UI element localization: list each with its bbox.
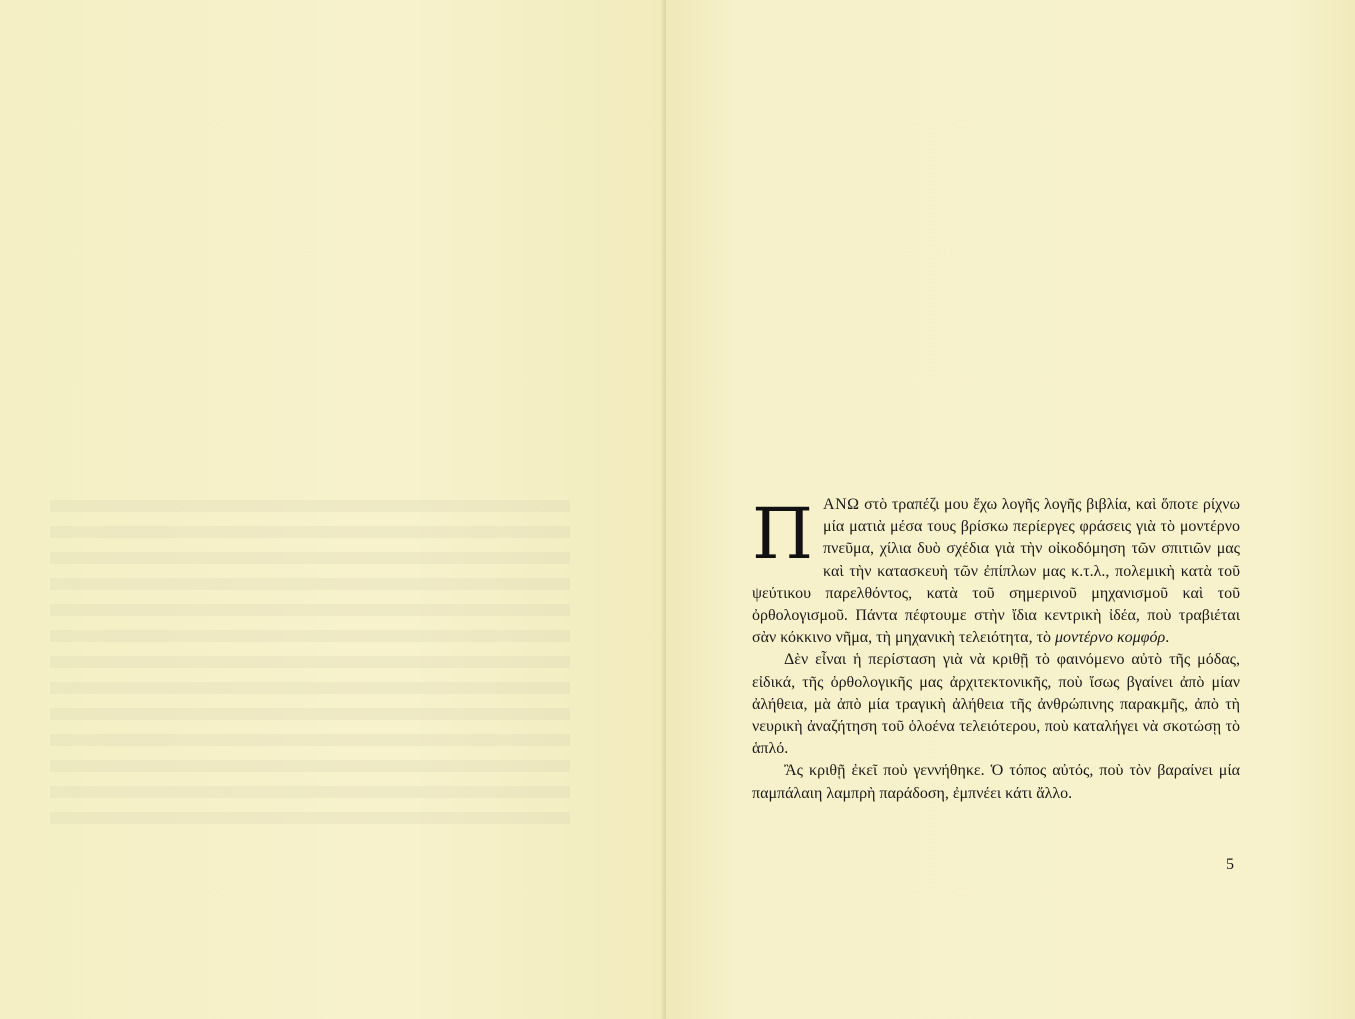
paragraph-1-end: . <box>1165 629 1170 647</box>
paragraph-1-text: στὸ τραπέζι μου ἔχω λογῆς λογῆς βιβλία, καὶ ὅποτε ρίχνω μία ματιὰ μέσα τους βρίσκω περίεργες φράσεις γιὰ τὸ μοντέρνο πνεῦμα, χίλια δυὸ σχέδια γιὰ τὴν οἰκοδόμηση τῶν σπιτιῶν μας καὶ τὴν κατασκευὴ τῶν ἐπίπλων μας κ.τ.λ., πολεμικὴ κατὰ τοῦ ψεύτικου παρελθόντος, κατὰ τοῦ σημερινοῦ μηχανισμοῦ καὶ τοῦ ὀρθολογισμοῦ. Πάντα πέφτουμε στὴν ἴδια κεντρικὴ ἰδέα, ποὺ τραβιέται σὰν κόκκινο νῆμα, τὴ μηχανικὴ τελειότητα, τὸ <box>752 496 1240 647</box>
drop-cap: Π <box>752 493 814 575</box>
body-text <box>752 494 1240 805</box>
left-page <box>0 0 666 1019</box>
paragraph-1 <box>752 494 1240 649</box>
opening-word-rest: ΑΝΩ <box>823 496 860 513</box>
paragraph-2: Δὲν εἶναι ἡ περίσταση γιὰ νὰ κριθῇ τὸ φαινόμενο αὐτὸ τῆς μόδας, εἰδικά, τῆς ὀρθολογικῆς μας ἀρχιτεκτονικῆς, ποὺ ἴσως βγαίνει ἀπὸ μίαν ἀλήθεια, μὰ ἀπὸ μία τραγικὴ ἀλήθεια τῆς ἀνθρώπινης παρακμῆς, ἀπὸ τὴ νευρικὴ ἀναζήτηση τοῦ ὁλοένα τελειότερου, ποὺ καταλήγει νὰ σκοτώσῃ τὸ ἁπλό. <box>752 651 1240 758</box>
paragraph-3: Ἂς κριθῇ ἐκεῖ ποὺ γεννήθηκε. Ὁ τόπος αὐτός, ποὺ τὸν βαραίνει μία παμπάλαιη λαμπρὴ παράδοση, ἐμπνέει κάτι ἄλλο. <box>752 762 1240 802</box>
bleed-through-text <box>50 500 570 830</box>
italic-phrase: μοντέρνο κομφόρ <box>1055 629 1166 647</box>
page-number: 5 <box>1226 856 1234 873</box>
